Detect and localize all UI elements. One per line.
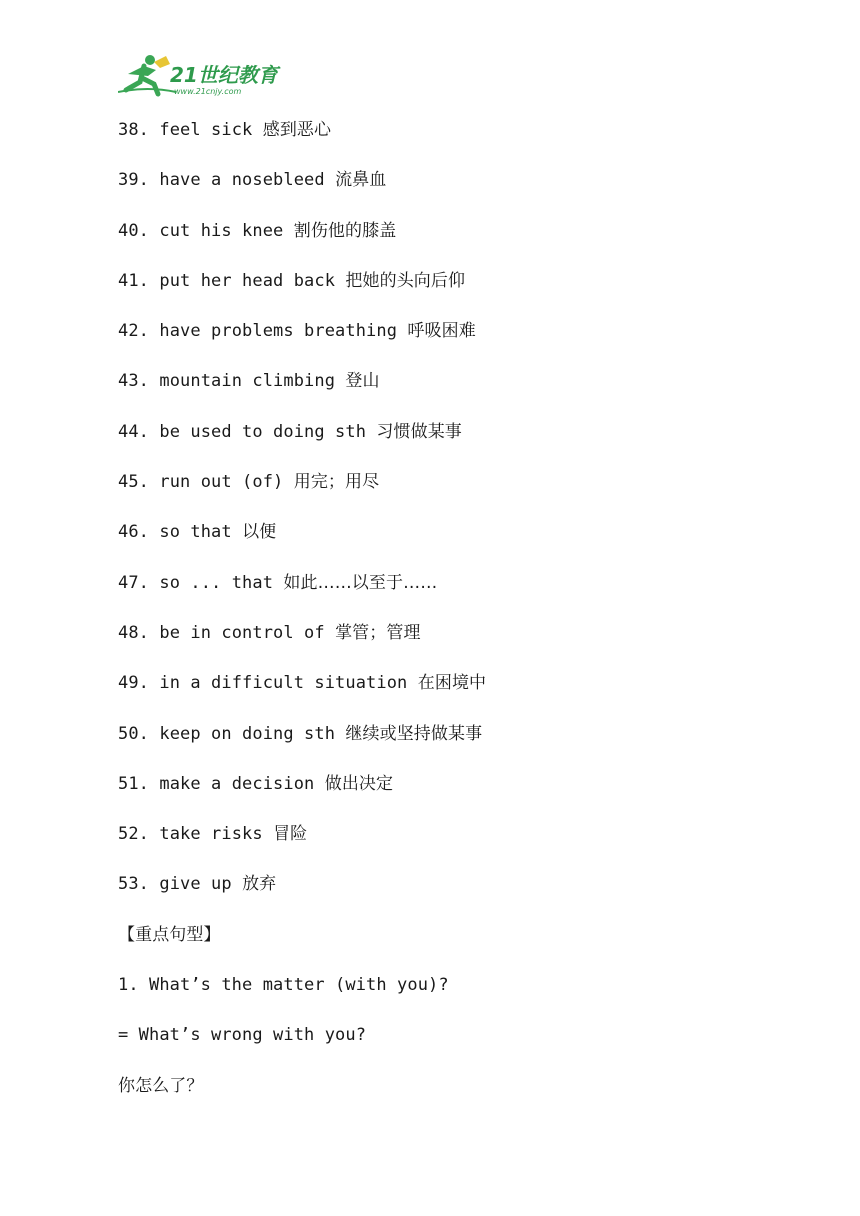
phrase-english: cut his knee bbox=[159, 220, 284, 241]
phrase-number: 53. bbox=[118, 874, 150, 895]
phrase-item bbox=[118, 615, 758, 665]
phrase-english: be used to doing sth bbox=[159, 421, 367, 442]
phrase-number: 52. bbox=[118, 824, 150, 845]
phrase-english: put her head back bbox=[159, 270, 336, 291]
phrase-chinese: 感到恶心 bbox=[262, 120, 332, 140]
document-body bbox=[118, 112, 758, 1118]
phrase-english: in a difficult situation bbox=[159, 673, 408, 694]
phrase-number: 41. bbox=[118, 270, 150, 291]
sentence-1-translation: 你怎么了？ bbox=[118, 1075, 204, 1096]
phrase-item bbox=[118, 766, 758, 816]
sentence-1-alt: = What’s wrong with you? bbox=[118, 1025, 367, 1046]
phrase-item bbox=[118, 816, 758, 866]
phrase-item bbox=[118, 414, 758, 464]
phrase-english: be in control of bbox=[159, 622, 325, 643]
phrase-english: run out (of) bbox=[159, 472, 284, 493]
logo bbox=[118, 52, 288, 98]
logo-url: www.21cnjy.com bbox=[174, 87, 242, 96]
phrase-chinese: 掌管；管理 bbox=[335, 622, 421, 643]
phrase-english: give up bbox=[159, 874, 232, 895]
phrase-english: keep on doing sth bbox=[159, 723, 336, 744]
phrase-english: so that bbox=[159, 522, 232, 543]
phrase-number: 48. bbox=[118, 622, 150, 643]
phrase-item bbox=[118, 112, 758, 162]
phrase-english: mountain climbing bbox=[159, 371, 336, 392]
phrase-english: feel sick bbox=[159, 120, 253, 140]
phrase-number: 49. bbox=[118, 673, 150, 694]
phrase-item bbox=[118, 565, 758, 615]
logo-runner-icon bbox=[118, 52, 288, 98]
phrase-number: 45. bbox=[118, 472, 150, 493]
phrase-chinese: 如此……以至于…… bbox=[283, 572, 438, 593]
phrase-item bbox=[118, 464, 758, 514]
phrase-number: 46. bbox=[118, 522, 150, 543]
phrase-number: 44. bbox=[118, 421, 150, 442]
phrase-number: 47. bbox=[118, 572, 150, 593]
phrase-item bbox=[118, 162, 758, 212]
section-heading: 【重点句型】 bbox=[118, 924, 221, 945]
phrase-number: 40. bbox=[118, 220, 150, 241]
phrase-item bbox=[118, 313, 758, 363]
sentence-1: 1. What’s the matter (with you)? bbox=[118, 975, 449, 996]
phrase-number: 43. bbox=[118, 371, 150, 392]
phrase-english: so ... that bbox=[159, 572, 274, 593]
phrase-chinese: 割伤他的膝盖 bbox=[293, 220, 397, 241]
phrase-english: have a nosebleed bbox=[159, 170, 325, 191]
phrase-number: 39. bbox=[118, 170, 150, 191]
logo-title: 21世纪教育 bbox=[170, 63, 278, 87]
phrase-chinese: 用完；用尽 bbox=[293, 472, 380, 493]
phrase-english: make a decision bbox=[159, 773, 315, 794]
phrase-chinese: 放弃 bbox=[242, 874, 277, 895]
phrase-number: 51. bbox=[118, 773, 150, 794]
phrase-item bbox=[118, 716, 758, 766]
phrase-chinese: 把她的头向后仰 bbox=[345, 270, 466, 291]
phrase-chinese: 继续或坚持做某事 bbox=[345, 723, 483, 744]
phrase-item bbox=[118, 263, 758, 313]
phrase-item bbox=[118, 514, 758, 564]
phrase-item bbox=[118, 665, 758, 715]
phrase-item bbox=[118, 213, 758, 263]
phrase-english: take risks bbox=[159, 824, 263, 845]
phrase-chinese: 以便 bbox=[242, 522, 277, 543]
phrase-chinese: 做出决定 bbox=[324, 773, 394, 794]
phrase-chinese: 冒险 bbox=[273, 824, 308, 845]
phrase-chinese: 呼吸困难 bbox=[407, 321, 476, 342]
phrase-chinese: 登山 bbox=[345, 371, 380, 392]
phrase-number: 42. bbox=[118, 321, 150, 342]
phrase-chinese: 习惯做某事 bbox=[376, 421, 462, 442]
phrase-item bbox=[118, 866, 758, 916]
phrase-chinese: 在困境中 bbox=[417, 673, 487, 694]
phrase-item bbox=[118, 363, 758, 413]
phrase-list bbox=[118, 112, 758, 917]
phrase-chinese: 流鼻血 bbox=[335, 170, 387, 191]
phrase-number: 38. bbox=[118, 120, 150, 140]
phrase-english: have problems breathing bbox=[159, 321, 398, 342]
phrase-number: 50. bbox=[118, 723, 150, 744]
